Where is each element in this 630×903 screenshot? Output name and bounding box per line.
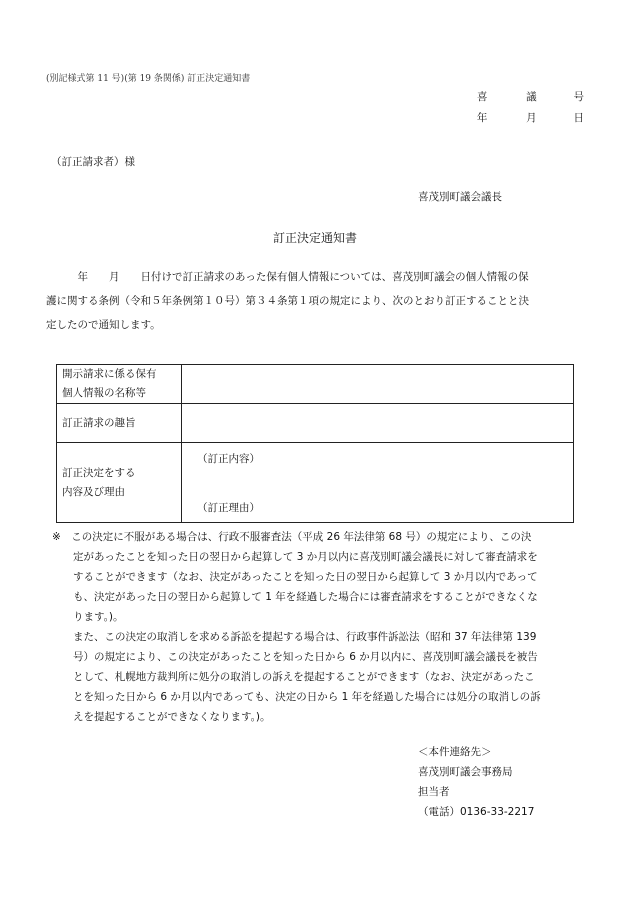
note-line: 定があったことを知った日の翌日から起算して 3 か月以内に喜茂別町議会議長に対して審査請求を [52,551,538,563]
document-title: 訂正決定通知書 [272,231,357,245]
contact-phone: （電話）0136-33-2217 [418,806,535,818]
contact-heading: ＜本件連絡先＞ [418,746,492,758]
intro-line: 年 月 日付けで訂正請求のあった保有個人情報については、喜茂別町議会の個人情報の保 [46,271,529,283]
note-line: とを知った日から 6 か月以内であっても、決定の日から 1 年を経過した場合には処分の取消しの訴 [52,691,541,703]
label-line: 内容及び理由 [62,485,125,498]
note-line: することができます（なお、決定があったことを知った日の翌日から起算して 3 か月以内であって [52,571,538,583]
note-line: も、決定があった日の翌日から起算して 1 年を経過した場合には審査請求をすることができなくな [52,591,538,603]
contact-office: 喜茂別町議会事務局 [418,766,513,778]
table-row [57,443,574,523]
form-label: (別記様式第 11 号)(第 19 条関係) 訂正決定通知書 [46,74,251,84]
label-line: 開示請求に係る保有 [62,368,157,380]
table-row [57,404,574,443]
note-line: また、この決定の取消しを求める訴訟を提起する場合は、行政事件訴訟法（昭和 37 年法律第 139 [52,631,537,643]
note-line: えを提起することができなくなります。)。 [52,711,271,723]
reference-date [457,110,584,125]
row-value-decision [182,443,574,523]
contact-person: 担当者 [418,786,450,798]
ref-year: 年 [476,112,488,124]
label-line: 訂正決定をする [62,466,136,479]
decision-table [56,364,574,523]
ref-month: 月 [526,112,537,124]
row-label-decision [57,443,182,523]
row-label-request-purpose: 訂正請求の趣旨 [57,404,182,443]
intro-line: 定したので通知します。 [46,319,161,331]
row-value-request-purpose [182,404,574,443]
note-line: ※ この決定に不服がある場合は、行政不服審査法（平成 26 年法律第 68 号）の規定により、この決 [52,531,532,543]
correction-reason-label: （訂正理由） [197,501,260,514]
note-line: として、札幌地方裁判所に処分の取消しの訴えを提起することができます（なお、決定があったこ [52,671,535,683]
row-value-info-name [182,365,574,404]
correction-content-label: （訂正内容） [197,452,260,465]
intro-paragraph [46,265,588,337]
note-line: 号）の規定により、この決定があったことを知った日から 6 か月以内に、喜茂別町議会議長を被告 [52,651,538,663]
sender: 喜茂別町議会議長 [418,191,502,203]
reference-number [457,89,584,104]
label-line: 個人情報の名称等 [62,387,146,399]
ref-day: 日 [573,112,584,124]
ref-go: 号 [573,91,584,103]
ref-gi: 議 [526,91,537,103]
appeal-notes [52,527,592,727]
note-line: ります。)。 [52,611,124,623]
intro-line: 護に関する条例（令和５年条例第１０号）第３４条第１項の規定により、次のとおり訂正することと決 [46,295,529,307]
row-label-info-name [57,365,182,404]
contact-block [418,742,534,822]
ref-prefix: 喜 [476,91,488,103]
recipient: （訂正請求者）様 [51,156,135,168]
table-row [57,365,574,404]
